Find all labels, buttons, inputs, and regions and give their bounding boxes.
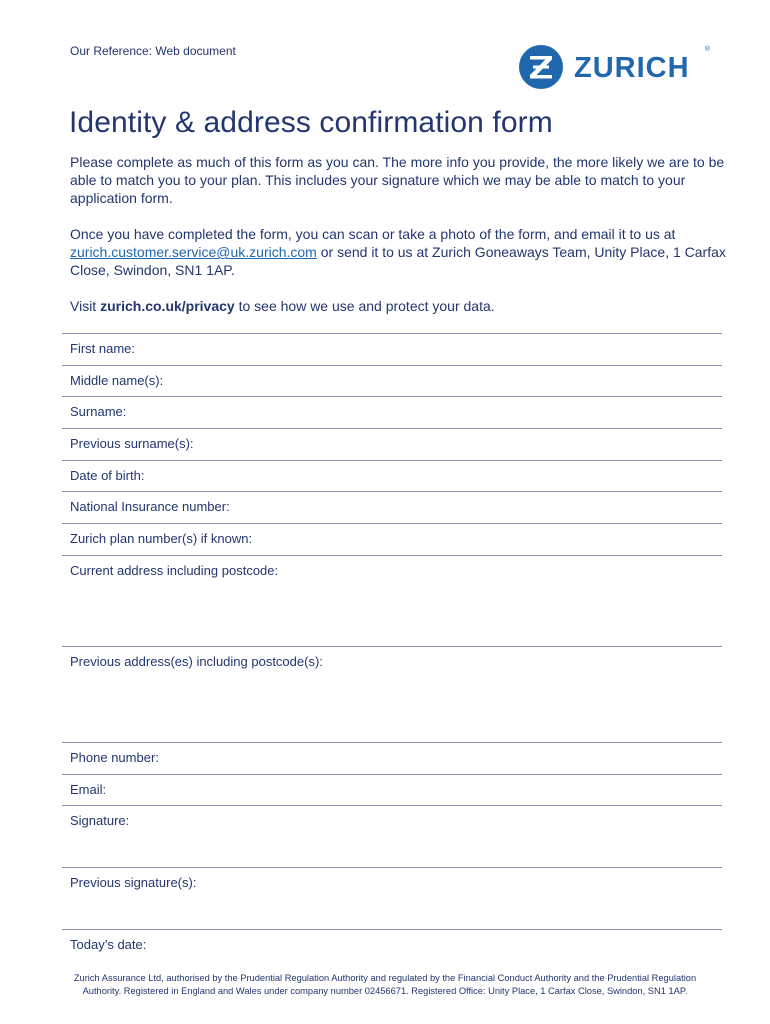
ni-number-label: National Insurance number: [70, 499, 230, 515]
plan-numbers-label: Zurich plan number(s) if known: [70, 531, 253, 547]
email-label: Email: [70, 781, 107, 797]
signature-field[interactable] [62, 806, 722, 868]
ni-number-field[interactable] [62, 492, 722, 524]
logo-wordmark: ZURICH [574, 51, 690, 84]
p2-text-start: Once you have completed the form, you can scan or take a photo of the form, and email it to us at [70, 226, 676, 242]
zurich-logo [518, 44, 718, 90]
middle-names-label: Middle name(s): [70, 372, 164, 388]
first-name-label: First name: [70, 341, 136, 356]
footer-line-1: Zurich Assurance Ltd, authorised by the Prudential Regulation Authority and regulated by the Financial Conduct Authority and the Prudential Regulation [73, 973, 697, 983]
middle-names-field[interactable] [62, 366, 722, 398]
p3-text-end: to see how we use and protect your data. [234, 298, 495, 314]
p2-text-end: or send it to us at Zurich Goneaways Team, Unity Place, 1 Carfax Close, Swindon, SN1 1AP. [70, 244, 726, 279]
date-of-birth-field[interactable] [62, 461, 722, 493]
email-link[interactable]: zurich.customer.service@uk.zurich.com [70, 244, 317, 261]
page-title: Identity & address confirmation form [69, 106, 553, 139]
first-name-field[interactable] [62, 334, 722, 366]
current-address-field[interactable] [62, 556, 722, 647]
intro-paragraph-3 [70, 297, 730, 315]
previous-surnames-field[interactable] [62, 429, 722, 461]
intro-paragraph-1: Please complete as much of this form as you can. The more info you provide, the more likely we are to be able to match you to your plan. This includes your signature which we may be able to match to your application form. [70, 154, 725, 207]
p3-text-start: Visit [70, 298, 101, 314]
reference-text: Our Reference: Web document [70, 44, 236, 58]
todays-date-label: Today’s date: [70, 937, 147, 953]
registered-mark: ® [704, 46, 710, 53]
privacy-link[interactable]: zurich.co.uk/privacy [100, 298, 235, 314]
identity-form [62, 333, 722, 962]
plan-numbers-field[interactable] [62, 524, 722, 556]
zurich-z-icon [518, 44, 564, 90]
email-field[interactable] [62, 775, 722, 807]
current-address-label: Current address including postcode: [70, 562, 279, 578]
previous-addresses-label: Previous address(es) including postcode(s): [70, 653, 323, 669]
previous-signatures-field[interactable] [62, 868, 722, 930]
legal-footer [40, 972, 730, 998]
surname-field[interactable] [62, 397, 722, 429]
intro-paragraph-2 [70, 225, 730, 280]
date-of-birth-label: Date of birth: [70, 467, 145, 483]
todays-date-field[interactable] [62, 930, 722, 962]
signature-label: Signature: [70, 813, 130, 829]
previous-signatures-label: Previous signature(s): [70, 875, 197, 891]
phone-field[interactable] [62, 743, 722, 775]
previous-addresses-field[interactable] [62, 647, 722, 743]
previous-surnames-label: Previous surname(s): [70, 436, 194, 452]
phone-label: Phone number: [70, 749, 159, 765]
surname-label: Surname: [70, 404, 127, 420]
footer-line-2: Authority. Registered in England and Wales under company number 02456671. Registered Office: Unity Place, 1 Carfax Close, Swindon, SN1 1AP. [82, 986, 688, 996]
